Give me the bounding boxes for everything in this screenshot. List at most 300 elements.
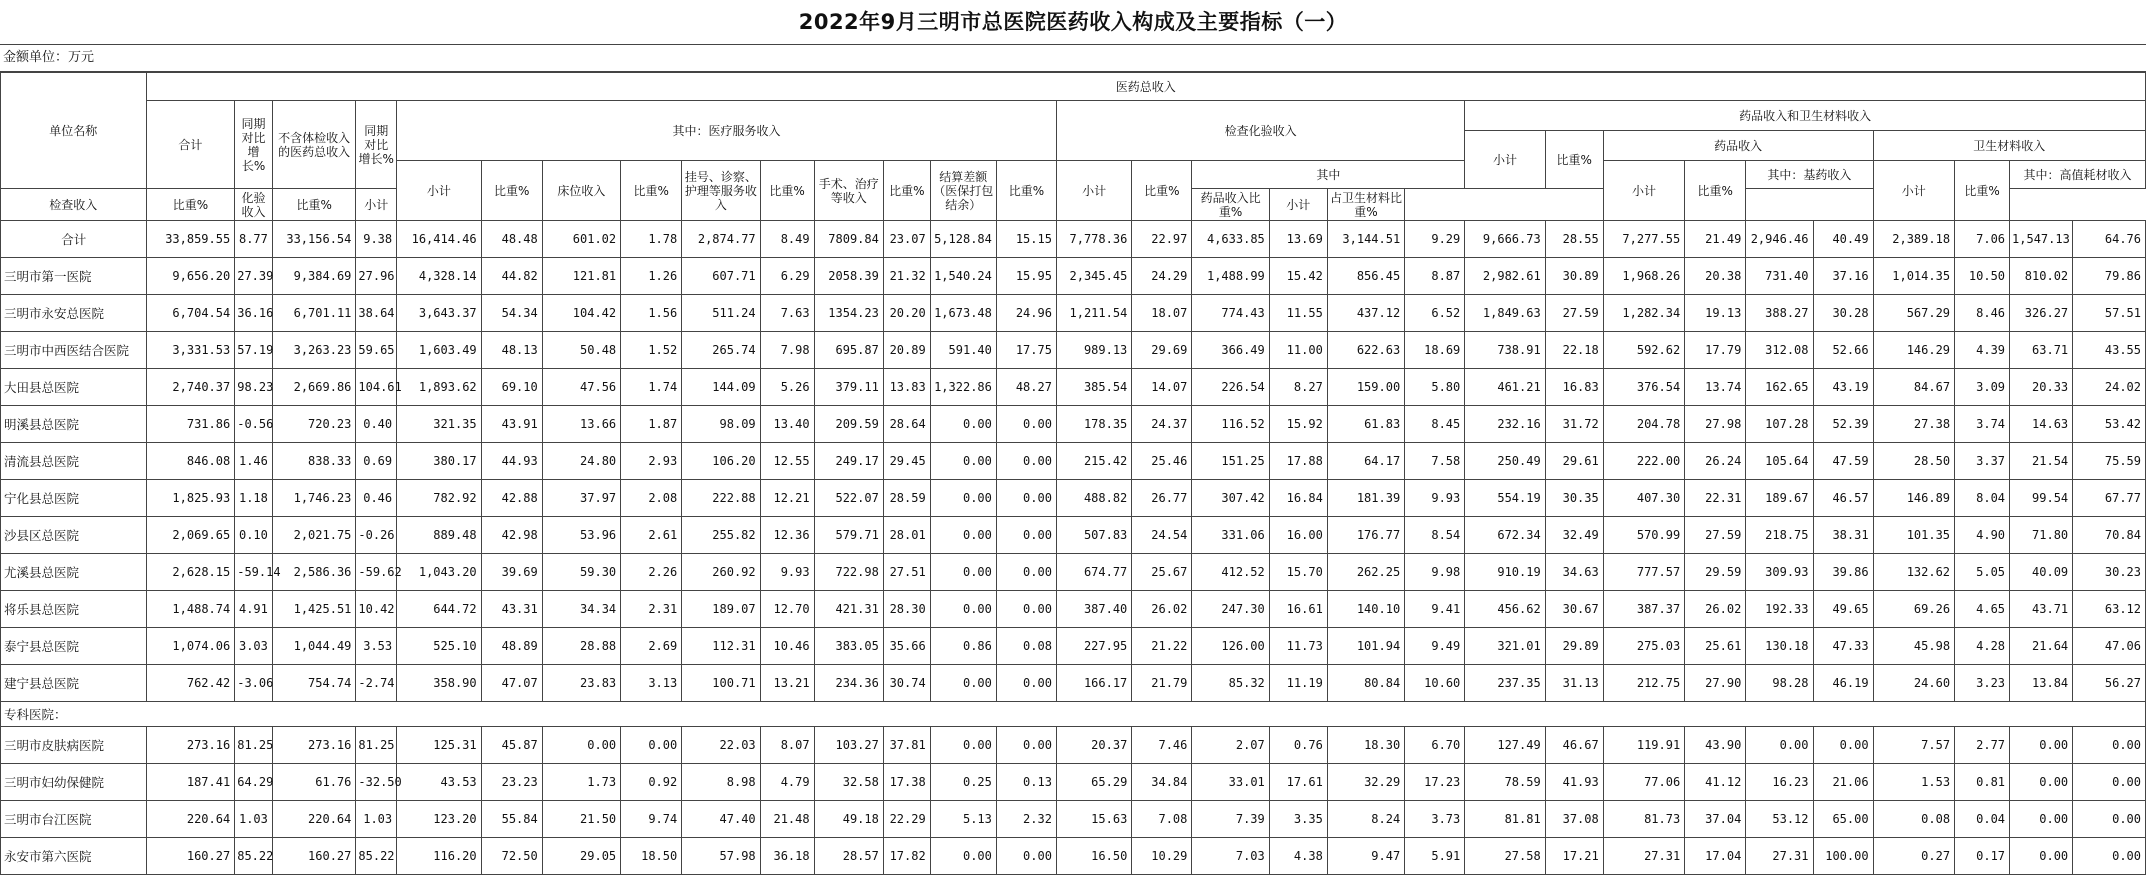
row-unit-name: 三明市中西医结合医院 <box>1 332 147 369</box>
table-cell: 622.63 <box>1327 332 1404 369</box>
table-cell: 0.00 <box>2010 764 2073 801</box>
table-cell: 47.33 <box>1813 628 1873 665</box>
table-cell: 1,043.20 <box>397 554 482 591</box>
table-cell: 412.52 <box>1192 554 1269 591</box>
table-cell: 57.19 <box>235 332 273 369</box>
table-cell: 85.22 <box>356 838 397 875</box>
table-cell: 1,540.24 <box>930 258 996 295</box>
table-cell: 1.74 <box>621 369 682 406</box>
table-cell: 14.07 <box>1132 369 1192 406</box>
table-cell: 2.08 <box>621 480 682 517</box>
table-cell: 10.50 <box>1955 258 2010 295</box>
table-cell: 17.04 <box>1685 838 1746 875</box>
table-row <box>1 665 2146 702</box>
table-cell: 0.40 <box>356 406 397 443</box>
table-cell: 36.16 <box>235 295 273 332</box>
table-cell: 18.50 <box>621 838 682 875</box>
table-cell: 32.29 <box>1327 764 1404 801</box>
table-cell: 249.17 <box>814 443 883 480</box>
table-cell: 11.55 <box>1269 295 1327 332</box>
table-cell: 0.08 <box>996 628 1056 665</box>
table-cell: 38.64 <box>356 295 397 332</box>
table-cell: 28.88 <box>542 628 620 665</box>
row-unit-name: 明溪县总医院 <box>1 406 147 443</box>
table-cell: 18.30 <box>1327 727 1404 764</box>
table-cell: 3.73 <box>1405 801 1465 838</box>
table-cell: 41.12 <box>1685 764 1746 801</box>
table-cell: 15.42 <box>1269 258 1327 295</box>
table-cell: 44.82 <box>481 258 542 295</box>
table-cell: 16,414.46 <box>397 221 482 258</box>
table-cell: 75.59 <box>2073 443 2146 480</box>
table-cell: 0.17 <box>1955 838 2010 875</box>
table-cell: 72.50 <box>481 838 542 875</box>
table-cell: 100.71 <box>682 665 760 702</box>
table-cell: 25.46 <box>1132 443 1192 480</box>
table-row <box>1 838 2146 875</box>
table-cell: 7.03 <box>1192 838 1269 875</box>
table-cell: 99.54 <box>2010 480 2073 517</box>
table-cell: 1,425.51 <box>272 591 356 628</box>
table-cell: 0.00 <box>930 480 996 517</box>
table-cell: 0.00 <box>996 554 1056 591</box>
table-cell: 1.73 <box>542 764 620 801</box>
table-cell: 53.12 <box>1746 801 1813 838</box>
table-cell: 21.54 <box>2010 443 2073 480</box>
table-cell: 53.96 <box>542 517 620 554</box>
table-cell: 45.87 <box>481 727 542 764</box>
table-cell: 3,144.51 <box>1327 221 1404 258</box>
table-cell: 376.54 <box>1603 369 1684 406</box>
table-cell: 4.28 <box>1955 628 2010 665</box>
table-cell: 81.25 <box>356 727 397 764</box>
table-cell: 7.06 <box>1955 221 2010 258</box>
table-cell: 53.42 <box>2073 406 2146 443</box>
table-cell: 10.60 <box>1405 665 1465 702</box>
table-cell: 40.09 <box>2010 554 2073 591</box>
table-cell: 379.11 <box>814 369 883 406</box>
table-cell: 43.19 <box>1813 369 1873 406</box>
table-cell: 98.28 <box>1746 665 1813 702</box>
table-cell: 17.88 <box>1269 443 1327 480</box>
header-assay: 化验收入 <box>235 189 273 221</box>
table-cell: 2,345.45 <box>1056 258 1131 295</box>
table-cell: 0.00 <box>2073 801 2146 838</box>
table-cell: -0.26 <box>356 517 397 554</box>
table-cell: 52.66 <box>1813 332 1873 369</box>
header-total-income: 医药总收入 <box>146 73 2145 101</box>
table-cell: 26.02 <box>1132 591 1192 628</box>
table-cell: 28.57 <box>814 838 883 875</box>
table-cell: 11.19 <box>1269 665 1327 702</box>
table-cell: 2.93 <box>621 443 682 480</box>
table-cell: 0.69 <box>356 443 397 480</box>
table-cell: 16.84 <box>1269 480 1327 517</box>
report-title: 2022年9月三明市总医院医药收入构成及主要指标（一） <box>798 10 1348 34</box>
table-cell: 366.49 <box>1192 332 1269 369</box>
table-cell: 273.16 <box>146 727 235 764</box>
table-cell: 39.69 <box>481 554 542 591</box>
table-cell: 24.60 <box>1873 665 1954 702</box>
table-cell: 9.29 <box>1405 221 1465 258</box>
table-row <box>1 443 2146 480</box>
table-cell: 130.18 <box>1746 628 1813 665</box>
table-cell: 103.27 <box>814 727 883 764</box>
table-cell: 23.83 <box>542 665 620 702</box>
table-cell: 47.06 <box>2073 628 2146 665</box>
table-cell: 2,946.46 <box>1746 221 1813 258</box>
table-cell: 567.29 <box>1873 295 1954 332</box>
table-cell: 5,128.84 <box>930 221 996 258</box>
table-cell: 9.98 <box>1405 554 1465 591</box>
table-cell: 0.76 <box>1269 727 1327 764</box>
table-cell: 774.43 <box>1192 295 1269 332</box>
row-unit-name: 清流县总医院 <box>1 443 147 480</box>
header-yoy: 同期对比增长% <box>235 101 273 189</box>
table-cell: 15.92 <box>1269 406 1327 443</box>
table-cell: 6.52 <box>1405 295 1465 332</box>
table-cell: 4.38 <box>1269 838 1327 875</box>
table-cell: 65.29 <box>1056 764 1131 801</box>
table-cell: 1,488.99 <box>1192 258 1269 295</box>
table-cell: 1.52 <box>621 332 682 369</box>
table-cell: 331.06 <box>1192 517 1269 554</box>
table-cell: 1.56 <box>621 295 682 332</box>
header-high-value-subtotal: 小计 <box>1269 189 1327 221</box>
table-cell: 17.61 <box>1269 764 1327 801</box>
header-dm-subtotal: 小计 <box>1465 131 1545 189</box>
table-cell: 10.29 <box>1132 838 1192 875</box>
table-cell: 777.57 <box>1603 554 1684 591</box>
header-exam: 检查收入 <box>1 189 147 221</box>
table-cell: 7,277.55 <box>1603 221 1684 258</box>
table-cell: 8.54 <box>1405 517 1465 554</box>
table-cell: 98.23 <box>235 369 273 406</box>
table-cell: 511.24 <box>682 295 760 332</box>
table-cell: 24.96 <box>996 295 1056 332</box>
table-cell: 192.33 <box>1746 591 1813 628</box>
table-cell: 2058.39 <box>814 258 883 295</box>
table-cell: 17.21 <box>1545 838 1603 875</box>
table-cell: -32.50 <box>356 764 397 801</box>
table-row <box>1 554 2146 591</box>
table-cell: 31.72 <box>1545 406 1603 443</box>
table-cell: 255.82 <box>682 517 760 554</box>
table-cell: 218.75 <box>1746 517 1813 554</box>
table-cell: 32.49 <box>1545 517 1603 554</box>
table-cell: 64.29 <box>235 764 273 801</box>
table-cell: 37.16 <box>1813 258 1873 295</box>
header-drug: 药品收入 <box>1603 131 1873 161</box>
table-cell: 27.98 <box>1685 406 1746 443</box>
table-cell: 0.00 <box>930 406 996 443</box>
table-cell: 80.84 <box>1327 665 1404 702</box>
table-cell: 407.30 <box>1603 480 1684 517</box>
table-cell: 27.31 <box>1603 838 1684 875</box>
table-cell: 81.25 <box>235 727 273 764</box>
table-cell: 9.41 <box>1405 591 1465 628</box>
table-row <box>1 517 2146 554</box>
table-cell: 9.38 <box>356 221 397 258</box>
table-cell: 17.75 <box>996 332 1056 369</box>
table-cell: 176.77 <box>1327 517 1404 554</box>
table-cell: 13.40 <box>760 406 814 443</box>
table-cell: 151.25 <box>1192 443 1269 480</box>
row-unit-name: 三明市永安总医院 <box>1 295 147 332</box>
table-cell: 79.86 <box>2073 258 2146 295</box>
table-cell: 738.91 <box>1465 332 1545 369</box>
table-cell: 71.80 <box>2010 517 2073 554</box>
table-cell: 8.27 <box>1269 369 1327 406</box>
table-cell: 59.65 <box>356 332 397 369</box>
table-cell: 29.59 <box>1685 554 1746 591</box>
table-cell: 250.49 <box>1465 443 1545 480</box>
table-cell: 160.27 <box>272 838 356 875</box>
table-cell: 1,074.06 <box>146 628 235 665</box>
table-cell: 46.67 <box>1545 727 1603 764</box>
header-material: 卫生材料收入 <box>1873 131 2145 161</box>
header-high-value: 其中：高值耗材收入 <box>2010 161 2146 189</box>
table-cell: 107.28 <box>1746 406 1813 443</box>
table-cell: 85.22 <box>235 838 273 875</box>
table-cell: 189.67 <box>1746 480 1813 517</box>
table-cell: 731.40 <box>1746 258 1813 295</box>
table-cell: 7.57 <box>1873 727 1954 764</box>
table-cell: 2,628.15 <box>146 554 235 591</box>
table-cell: 8.07 <box>760 727 814 764</box>
table-cell: 40.49 <box>1813 221 1873 258</box>
table-cell: 380.17 <box>397 443 482 480</box>
table-cell: 4,633.85 <box>1192 221 1269 258</box>
table-cell: 69.26 <box>1873 591 1954 628</box>
table-cell: 222.00 <box>1603 443 1684 480</box>
table-cell: 12.36 <box>760 517 814 554</box>
table-cell: 140.10 <box>1327 591 1404 628</box>
table-cell: 15.70 <box>1269 554 1327 591</box>
table-cell: 0.00 <box>2073 838 2146 875</box>
table-cell: 48.48 <box>481 221 542 258</box>
table-cell: 0.10 <box>235 517 273 554</box>
table-cell: 9.93 <box>1405 480 1465 517</box>
table-cell: 28.50 <box>1873 443 1954 480</box>
table-cell: 13.21 <box>760 665 814 702</box>
table-cell: 31.13 <box>1545 665 1603 702</box>
table-cell: 63.12 <box>2073 591 2146 628</box>
table-row <box>1 628 2146 665</box>
table-cell: 695.87 <box>814 332 883 369</box>
table-cell: 674.77 <box>1056 554 1131 591</box>
table-cell: 22.97 <box>1132 221 1192 258</box>
table-cell: 672.34 <box>1465 517 1545 554</box>
table-cell: 47.59 <box>1813 443 1873 480</box>
table-cell: 1354.23 <box>814 295 883 332</box>
table-cell: 48.13 <box>481 332 542 369</box>
table-cell: 42.98 <box>481 517 542 554</box>
table-cell: 2.07 <box>1192 727 1269 764</box>
table-cell: 30.23 <box>2073 554 2146 591</box>
table-cell: 43.31 <box>481 591 542 628</box>
table-cell: 46.19 <box>1813 665 1873 702</box>
table-cell: 0.46 <box>356 480 397 517</box>
table-cell: 1,488.74 <box>146 591 235 628</box>
table-cell: 0.00 <box>542 727 620 764</box>
table-cell: 1,322.86 <box>930 369 996 406</box>
table-cell: 125.31 <box>397 727 482 764</box>
table-cell: 16.00 <box>1269 517 1327 554</box>
table-cell: 48.89 <box>481 628 542 665</box>
table-cell: 1,014.35 <box>1873 258 1954 295</box>
table-cell: 33,156.54 <box>272 221 356 258</box>
header-exam-ratio: 比重% <box>146 189 235 221</box>
table-cell: 7.46 <box>1132 727 1192 764</box>
table-cell: 29.45 <box>883 443 930 480</box>
table-cell: 34.63 <box>1545 554 1603 591</box>
table-row <box>1 406 2146 443</box>
table-cell: 0.00 <box>930 665 996 702</box>
table-cell: 5.80 <box>1405 369 1465 406</box>
table-cell: 3.37 <box>1955 443 2010 480</box>
table-cell: 17.38 <box>883 764 930 801</box>
table-cell: 24.37 <box>1132 406 1192 443</box>
table-cell: 6.70 <box>1405 727 1465 764</box>
table-cell: 0.04 <box>1955 801 2010 838</box>
table-cell: 591.40 <box>930 332 996 369</box>
table-cell: 2.32 <box>996 801 1056 838</box>
table-cell: 2.69 <box>621 628 682 665</box>
table-cell: 0.00 <box>996 727 1056 764</box>
table-cell: 4,328.14 <box>397 258 482 295</box>
header-lab: 检查化验收入 <box>1056 101 1464 161</box>
table-cell: 7.58 <box>1405 443 1465 480</box>
table-cell: 232.16 <box>1465 406 1545 443</box>
table-cell: 126.00 <box>1192 628 1269 665</box>
header-material-subtotal: 小计 <box>1873 161 1954 221</box>
table-cell: 16.23 <box>1746 764 1813 801</box>
table-cell: 275.03 <box>1603 628 1684 665</box>
table-cell: 321.35 <box>397 406 482 443</box>
table-cell: 1,282.34 <box>1603 295 1684 332</box>
header-ms-subtotal: 小计 <box>397 161 482 221</box>
table-cell: 265.74 <box>682 332 760 369</box>
table-cell: -3.06 <box>235 665 273 702</box>
table-cell: 13.83 <box>883 369 930 406</box>
table-cell: 1,211.54 <box>1056 295 1131 332</box>
table-row <box>1 801 2146 838</box>
table-cell: 119.91 <box>1603 727 1684 764</box>
table-cell: 488.82 <box>1056 480 1131 517</box>
table-cell: 27.59 <box>1685 517 1746 554</box>
table-cell: 98.09 <box>682 406 760 443</box>
header-settlement: 结算差额（医保打包结余） <box>930 161 996 221</box>
table-cell: 20.33 <box>2010 369 2073 406</box>
table-cell: 57.98 <box>682 838 760 875</box>
table-cell: 3,331.53 <box>146 332 235 369</box>
table-cell: 27.38 <box>1873 406 1954 443</box>
table-cell: 65.00 <box>1813 801 1873 838</box>
table-cell: 570.99 <box>1603 517 1684 554</box>
table-cell: 0.00 <box>2010 838 2073 875</box>
row-unit-name: 沙县区总医院 <box>1 517 147 554</box>
row-unit-name: 建宁县总医院 <box>1 665 147 702</box>
table-cell: 55.84 <box>481 801 542 838</box>
table-cell: 388.27 <box>1746 295 1813 332</box>
table-cell: 19.13 <box>1685 295 1746 332</box>
table-cell: 227.95 <box>1056 628 1131 665</box>
table-row <box>1 369 2146 406</box>
table-cell: 52.39 <box>1813 406 1873 443</box>
table-cell: 30.67 <box>1545 591 1603 628</box>
table-cell: 722.98 <box>814 554 883 591</box>
table-cell: 189.07 <box>682 591 760 628</box>
table-cell: 4.90 <box>1955 517 2010 554</box>
table-cell: 720.23 <box>272 406 356 443</box>
table-cell: 1,968.26 <box>1603 258 1684 295</box>
table-cell: 9.47 <box>1327 838 1404 875</box>
table-cell: 21.48 <box>760 801 814 838</box>
table-row <box>1 332 2146 369</box>
header-ms-ratio: 比重% <box>481 161 542 221</box>
table-cell: 838.33 <box>272 443 356 480</box>
table-row <box>1 221 2146 258</box>
table-cell: 81.73 <box>1603 801 1684 838</box>
table-cell: 27.59 <box>1545 295 1603 332</box>
table-cell: 30.28 <box>1813 295 1873 332</box>
table-cell: 0.27 <box>1873 838 1954 875</box>
table-cell: 24.02 <box>2073 369 2146 406</box>
table-cell: 27.39 <box>235 258 273 295</box>
table-cell: 22.29 <box>883 801 930 838</box>
table-cell: 61.83 <box>1327 406 1404 443</box>
table-cell: 8.77 <box>235 221 273 258</box>
table-cell: 3.09 <box>1955 369 2010 406</box>
table-cell: 78.59 <box>1465 764 1545 801</box>
table-cell: 0.25 <box>930 764 996 801</box>
table-cell: 37.97 <box>542 480 620 517</box>
table-cell: 607.71 <box>682 258 760 295</box>
table-cell: -59.62 <box>356 554 397 591</box>
table-cell: 309.93 <box>1746 554 1813 591</box>
table-cell: 121.81 <box>542 258 620 295</box>
table-cell: 2,389.18 <box>1873 221 1954 258</box>
header-sum: 合计 <box>146 101 235 189</box>
table-cell: 0.00 <box>930 443 996 480</box>
table-cell: 47.56 <box>542 369 620 406</box>
table-cell: 1.87 <box>621 406 682 443</box>
table-cell: 132.62 <box>1873 554 1954 591</box>
table-cell: 39.86 <box>1813 554 1873 591</box>
table-cell: 61.76 <box>272 764 356 801</box>
table-cell: 215.42 <box>1056 443 1131 480</box>
table-cell: 2,586.36 <box>272 554 356 591</box>
table-cell: 21.79 <box>1132 665 1192 702</box>
table-cell: 234.36 <box>814 665 883 702</box>
table-cell: 28.30 <box>883 591 930 628</box>
table-cell: 116.20 <box>397 838 482 875</box>
table-cell: 64.76 <box>2073 221 2146 258</box>
header-material-ratio: 比重% <box>1955 161 2010 221</box>
table-cell: 0.00 <box>996 406 1056 443</box>
table-cell: 166.17 <box>1056 665 1131 702</box>
table-cell: 24.80 <box>542 443 620 480</box>
header-lab-of-which: 其中 <box>1192 161 1465 189</box>
table-cell: 100.00 <box>1813 838 1873 875</box>
table-cell: 1,673.48 <box>930 295 996 332</box>
table-cell: 212.75 <box>1603 665 1684 702</box>
table-cell: 0.00 <box>930 838 996 875</box>
table-cell: 1.53 <box>1873 764 1954 801</box>
table-cell: 1,603.49 <box>397 332 482 369</box>
table-cell: 592.62 <box>1603 332 1684 369</box>
